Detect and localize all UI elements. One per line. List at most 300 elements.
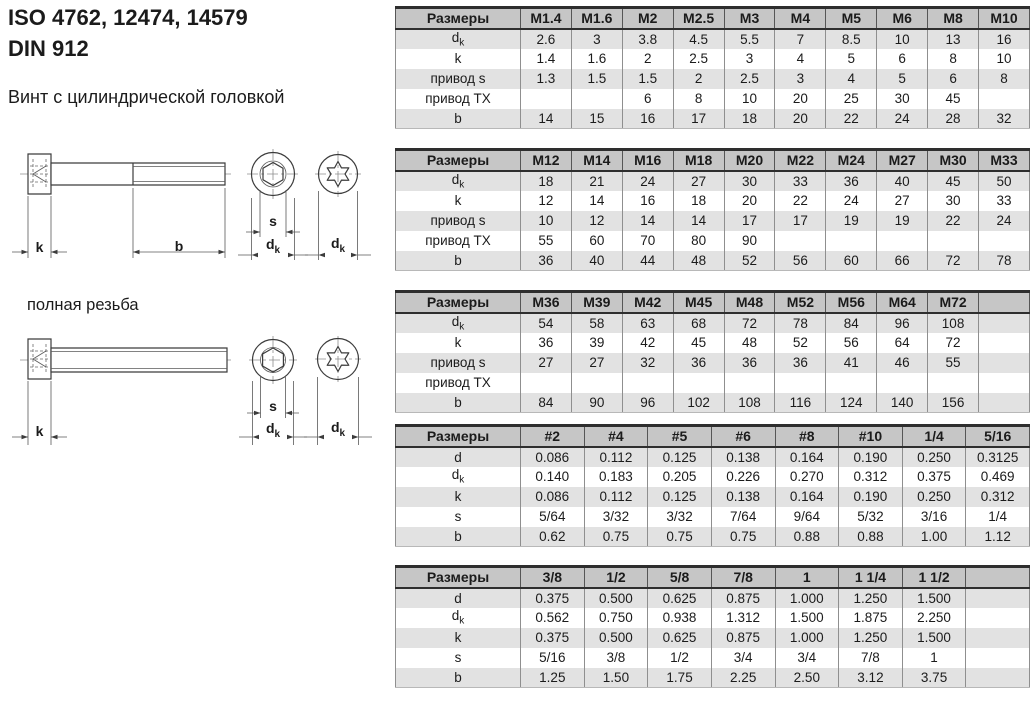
dimension-value-cell: 41: [826, 353, 877, 373]
dimension-row: [396, 393, 1030, 413]
dimension-value-cell: 72: [928, 333, 979, 353]
dimension-value-cell: 96: [622, 393, 673, 413]
dimension-value-cell: 12: [521, 191, 572, 211]
row-label: $d_k$: [396, 29, 521, 49]
size-column-header: M1.6: [571, 8, 622, 29]
dim-label-dk-1b: $d_k$: [330, 235, 346, 255]
dimension-value-cell: 24: [877, 109, 928, 129]
dimension-value-cell: 0.226: [711, 467, 775, 487]
dimension-value-cell: 5: [826, 49, 877, 69]
dimension-value-cell: 36: [521, 333, 572, 353]
dimension-value-cell: 58: [571, 313, 622, 333]
table-header-row: [396, 150, 1030, 171]
size-column-header: M45: [673, 292, 724, 313]
dimension-value-cell: 44: [622, 251, 673, 271]
dimension-value-cell: 0.138: [711, 447, 775, 467]
size-column-header: 5/8: [648, 567, 712, 588]
size-column-header: M1.4: [521, 8, 572, 29]
row-label: привод s: [396, 69, 521, 89]
dimension-value-cell: 33: [775, 171, 826, 191]
dimension-table-3: [395, 290, 1030, 413]
size-column-header: M8: [928, 8, 979, 29]
dimension-value-cell: 40: [877, 171, 928, 191]
dimension-value-cell: 27: [521, 353, 572, 373]
dimension-value-cell: 52: [775, 333, 826, 353]
dimension-table-4: [395, 424, 1030, 547]
dimension-value-cell: 0.190: [839, 447, 903, 467]
dim-label-s-1: s: [269, 213, 277, 229]
dimension-row: [396, 527, 1030, 547]
dimension-value-cell: 7: [775, 29, 826, 49]
size-column-header: M4: [775, 8, 826, 29]
dimension-value-cell: 1/2: [648, 648, 712, 668]
row-label: d: [396, 447, 521, 467]
dimension-value-cell: 2.25: [711, 668, 775, 688]
dimension-row: [396, 49, 1030, 69]
dimension-value-cell: [979, 393, 1030, 413]
dimension-value-cell: 3.75: [902, 668, 966, 688]
row-label: $d_k$: [396, 313, 521, 333]
dimension-value-cell: 46: [877, 353, 928, 373]
row-label: привод s: [396, 353, 521, 373]
dimension-value-cell: 3.8: [622, 29, 673, 49]
dimension-value-cell: [724, 373, 775, 393]
row-label: k: [396, 628, 521, 648]
dimension-value-cell: 19: [877, 211, 928, 231]
dimension-value-cell: 3/32: [648, 507, 712, 527]
dimension-row: [396, 191, 1030, 211]
dimension-value-cell: 45: [928, 89, 979, 109]
dimension-row: [396, 313, 1030, 333]
dimension-value-cell: 22: [775, 191, 826, 211]
dimension-value-cell: 10: [521, 211, 572, 231]
size-column-header: M48: [724, 292, 775, 313]
row-label: b: [396, 668, 521, 688]
screw-full-thread-side-view: [12, 339, 234, 445]
dimension-value-cell: [966, 588, 1030, 608]
dimension-value-cell: 1/4: [966, 507, 1030, 527]
size-column-header: #2: [521, 426, 585, 447]
size-column-header: M42: [622, 292, 673, 313]
row-label: k: [396, 333, 521, 353]
dimension-value-cell: 56: [826, 333, 877, 353]
dimension-value-cell: [877, 231, 928, 251]
dimension-value-cell: 17: [673, 109, 724, 129]
dimension-value-cell: 1.500: [775, 608, 839, 628]
dimension-value-cell: 0.125: [648, 447, 712, 467]
size-column-header: 7/8: [711, 567, 775, 588]
row-label: $d_k$: [396, 171, 521, 191]
dimension-value-cell: 8: [673, 89, 724, 109]
dimension-value-cell: 0.086: [521, 487, 585, 507]
dimension-value-cell: 18: [673, 191, 724, 211]
dimension-value-cell: 0.375: [902, 467, 966, 487]
dimension-value-cell: 2.250: [902, 608, 966, 628]
dimension-value-cell: 1.6: [571, 49, 622, 69]
dimension-value-cell: 1.500: [902, 588, 966, 608]
dim-label-dk-2b: $d_k$: [330, 419, 346, 439]
dimension-value-cell: 32: [979, 109, 1030, 129]
dimension-value-cell: [826, 231, 877, 251]
dimension-value-cell: 27: [877, 191, 928, 211]
dimension-value-cell: 20: [724, 191, 775, 211]
dimension-value-cell: 1.250: [839, 588, 903, 608]
dimension-row: [396, 29, 1030, 49]
dimension-value-cell: 33: [979, 191, 1030, 211]
dimension-value-cell: 36: [521, 251, 572, 271]
dimension-value-cell: 116: [775, 393, 826, 413]
dimension-value-cell: 0.625: [648, 588, 712, 608]
dimension-value-cell: [979, 89, 1030, 109]
dimension-value-cell: 0.164: [775, 447, 839, 467]
dimension-value-cell: 56: [775, 251, 826, 271]
dimension-value-cell: [673, 373, 724, 393]
dimension-value-cell: 36: [673, 353, 724, 373]
dimension-value-cell: 22: [826, 109, 877, 129]
dimension-value-cell: 1.5: [622, 69, 673, 89]
size-column-header: #6: [711, 426, 775, 447]
row-label: $d_k$: [396, 608, 521, 628]
row-label: привод TX: [396, 89, 521, 109]
dimension-value-cell: 1.4: [521, 49, 572, 69]
dimension-value-cell: 55: [521, 231, 572, 251]
dimension-value-cell: [979, 231, 1030, 251]
dimension-value-cell: 0.75: [711, 527, 775, 547]
table-corner-header: Размеры: [396, 292, 521, 313]
row-label: b: [396, 393, 521, 413]
dimension-value-cell: 22: [928, 211, 979, 231]
dimension-value-cell: 0.469: [966, 467, 1030, 487]
dimension-value-cell: [979, 353, 1030, 373]
dimension-value-cell: 36: [826, 171, 877, 191]
dimension-value-cell: 96: [877, 313, 928, 333]
dimension-row: [396, 89, 1030, 109]
dimension-value-cell: [775, 373, 826, 393]
dimension-value-cell: 108: [928, 313, 979, 333]
dimension-value-cell: 14: [521, 109, 572, 129]
dimension-value-cell: 0.125: [648, 487, 712, 507]
dimension-value-cell: 10: [724, 89, 775, 109]
dimension-value-cell: 72: [928, 251, 979, 271]
dimension-value-cell: 1.500: [902, 628, 966, 648]
row-label: привод TX: [396, 231, 521, 251]
dimension-value-cell: 0.500: [584, 628, 648, 648]
dimension-value-cell: 6: [622, 89, 673, 109]
dimension-value-cell: 3.12: [839, 668, 903, 688]
dimension-value-cell: 90: [571, 393, 622, 413]
row-label: s: [396, 507, 521, 527]
dimension-value-cell: 32: [622, 353, 673, 373]
dimension-value-cell: 0.270: [775, 467, 839, 487]
dimension-value-cell: [571, 373, 622, 393]
dimension-value-cell: 2.6: [521, 29, 572, 49]
dimension-value-cell: 8: [979, 69, 1030, 89]
dimension-value-cell: [521, 89, 572, 109]
size-column-header: M33: [979, 150, 1030, 171]
dimension-value-cell: [966, 648, 1030, 668]
dimension-value-cell: 5/16: [521, 648, 585, 668]
dimension-value-cell: 36: [775, 353, 826, 373]
dimension-row: [396, 668, 1030, 688]
dimension-row: [396, 231, 1030, 251]
screw-type-subtitle: Винт с цилиндрической головкой: [8, 87, 285, 107]
dimension-row: [396, 588, 1030, 608]
dimension-value-cell: 5.5: [724, 29, 775, 49]
dimension-row: [396, 211, 1030, 231]
dimension-value-cell: 3/4: [711, 648, 775, 668]
dimension-value-cell: 48: [673, 251, 724, 271]
dimension-value-cell: 6: [877, 49, 928, 69]
table-corner-header: Размеры: [396, 426, 521, 447]
dimension-value-cell: 0.375: [521, 628, 585, 648]
table-corner-header: Размеры: [396, 567, 521, 588]
dimension-value-cell: 5/32: [839, 507, 903, 527]
size-column-header: M5: [826, 8, 877, 29]
dimension-value-cell: 90: [724, 231, 775, 251]
dimension-value-cell: 3/32: [584, 507, 648, 527]
dimension-value-cell: 42: [622, 333, 673, 353]
size-column-header: M24: [826, 150, 877, 171]
dimension-value-cell: 108: [724, 393, 775, 413]
dimension-value-cell: 124: [826, 393, 877, 413]
size-column-header: 1 1/4: [839, 567, 903, 588]
dimension-value-cell: 1.875: [839, 608, 903, 628]
size-column-header: 1/4: [902, 426, 966, 447]
dimension-value-cell: 8.5: [826, 29, 877, 49]
dimension-value-cell: [877, 373, 928, 393]
dimension-value-cell: 0.62: [521, 527, 585, 547]
dimension-value-cell: [979, 313, 1030, 333]
dimension-value-cell: 2: [622, 49, 673, 69]
dimension-value-cell: 10: [877, 29, 928, 49]
size-column-header: M64: [877, 292, 928, 313]
dimension-value-cell: 0.183: [584, 467, 648, 487]
size-column-header: M12: [521, 150, 572, 171]
dimension-value-cell: [775, 231, 826, 251]
dimension-value-cell: 1: [902, 648, 966, 668]
dimension-value-cell: 2.50: [775, 668, 839, 688]
dimension-value-cell: 15: [571, 109, 622, 129]
dimension-value-cell: 48: [724, 333, 775, 353]
dimension-row: [396, 648, 1030, 668]
size-column-header: M10: [979, 8, 1030, 29]
size-column-header: M2: [622, 8, 673, 29]
dimension-value-cell: 0.375: [521, 588, 585, 608]
dimension-value-cell: [571, 89, 622, 109]
dimension-value-cell: 30: [928, 191, 979, 211]
size-column-header: [966, 567, 1030, 588]
dim-label-s-2: s: [269, 398, 277, 414]
row-label: $d_k$: [396, 467, 521, 487]
dimension-value-cell: 2.5: [673, 49, 724, 69]
dimension-value-cell: 70: [622, 231, 673, 251]
dimension-value-cell: 12: [571, 211, 622, 231]
dimension-value-cell: 21: [571, 171, 622, 191]
dimension-value-cell: [966, 668, 1030, 688]
tables-column: [395, 6, 1030, 707]
size-column-header: #4: [584, 426, 648, 447]
table-header-row: [396, 567, 1030, 588]
dimension-value-cell: 14: [571, 191, 622, 211]
dimension-value-cell: 9/64: [775, 507, 839, 527]
size-column-header: M6: [877, 8, 928, 29]
dimension-value-cell: 0.112: [584, 487, 648, 507]
dimension-value-cell: 1.25: [521, 668, 585, 688]
dimension-value-cell: 0.190: [839, 487, 903, 507]
dimension-value-cell: 1.250: [839, 628, 903, 648]
dimension-value-cell: 3: [571, 29, 622, 49]
dimension-row: [396, 447, 1030, 467]
dimension-value-cell: 27: [673, 171, 724, 191]
dimension-value-cell: 3/4: [775, 648, 839, 668]
dimension-value-cell: 1.12: [966, 527, 1030, 547]
dimension-value-cell: 54: [521, 313, 572, 333]
dimension-value-cell: 0.938: [648, 608, 712, 628]
full-thread-label: полная резьба: [27, 296, 139, 314]
dimension-value-cell: 3: [724, 49, 775, 69]
table-corner-header: Размеры: [396, 150, 521, 171]
dimension-value-cell: 102: [673, 393, 724, 413]
size-column-header: M27: [877, 150, 928, 171]
dimension-value-cell: 16: [979, 29, 1030, 49]
dimension-value-cell: 4: [826, 69, 877, 89]
dimension-value-cell: 84: [521, 393, 572, 413]
dimension-row: [396, 353, 1030, 373]
size-column-header: #10: [839, 426, 903, 447]
size-column-header: M18: [673, 150, 724, 171]
dimension-table-1: [395, 6, 1030, 129]
row-label: b: [396, 109, 521, 129]
dimension-value-cell: 0.164: [775, 487, 839, 507]
size-column-header: 3/8: [521, 567, 585, 588]
dimension-value-cell: 80: [673, 231, 724, 251]
title-din: DIN 912: [8, 36, 89, 61]
screw-partial-thread-side-view: [12, 154, 232, 258]
dimension-value-cell: 0.75: [584, 527, 648, 547]
dimension-value-cell: 0.140: [521, 467, 585, 487]
dimension-value-cell: 60: [571, 231, 622, 251]
dimension-value-cell: 84: [826, 313, 877, 333]
dimension-value-cell: 5/64: [521, 507, 585, 527]
row-label: s: [396, 648, 521, 668]
dimension-row: [396, 507, 1030, 527]
dimension-value-cell: [928, 373, 979, 393]
row-label: k: [396, 191, 521, 211]
dimension-value-cell: 3/8: [584, 648, 648, 668]
row-label: k: [396, 49, 521, 69]
dimension-value-cell: 0.500: [584, 588, 648, 608]
title-standards: ISO 4762, 12474, 14579: [8, 5, 248, 30]
dimension-value-cell: 0.250: [902, 447, 966, 467]
dimension-value-cell: 30: [877, 89, 928, 109]
size-column-header: 1/2: [584, 567, 648, 588]
dimension-value-cell: 5: [877, 69, 928, 89]
dimension-value-cell: 0.875: [711, 588, 775, 608]
dim-label-dk-1a: $d_k$: [265, 236, 281, 256]
dimension-value-cell: 19: [826, 211, 877, 231]
size-column-header: M56: [826, 292, 877, 313]
row-label: привод TX: [396, 373, 521, 393]
dimension-value-cell: 0.312: [966, 487, 1030, 507]
dimension-value-cell: 64: [877, 333, 928, 353]
dimension-value-cell: 1.75: [648, 668, 712, 688]
dimension-value-cell: [521, 373, 572, 393]
dimension-value-cell: 13: [928, 29, 979, 49]
dimension-value-cell: 14: [622, 211, 673, 231]
dimension-value-cell: 1.50: [584, 668, 648, 688]
dimension-value-cell: 55: [928, 353, 979, 373]
dimension-row: [396, 251, 1030, 271]
dimension-value-cell: 27: [571, 353, 622, 373]
size-column-header: M3: [724, 8, 775, 29]
dim-label-dk-2a: $d_k$: [265, 420, 281, 440]
dimension-row: [396, 628, 1030, 648]
dimension-value-cell: 0.3125: [966, 447, 1030, 467]
dimension-value-cell: 10: [979, 49, 1030, 69]
dimension-value-cell: 0.250: [902, 487, 966, 507]
dimension-value-cell: 0.875: [711, 628, 775, 648]
dimension-row: [396, 69, 1030, 89]
dim-label-b: b: [174, 238, 184, 254]
dimension-value-cell: 45: [673, 333, 724, 353]
dimension-value-cell: 28: [928, 109, 979, 129]
dimension-value-cell: 63: [622, 313, 673, 333]
dimension-value-cell: 20: [775, 109, 826, 129]
dimension-value-cell: [979, 373, 1030, 393]
dim-label-k-2: k: [35, 423, 44, 439]
dimension-value-cell: 24: [979, 211, 1030, 231]
table-corner-header: Размеры: [396, 8, 521, 29]
table-header-row: [396, 8, 1030, 29]
dimension-table-2: [395, 148, 1030, 271]
dimension-value-cell: 78: [979, 251, 1030, 271]
row-label: k: [396, 487, 521, 507]
dimension-value-cell: 24: [622, 171, 673, 191]
size-column-header: 1: [775, 567, 839, 588]
dimension-value-cell: 0.88: [775, 527, 839, 547]
dimension-value-cell: 0.625: [648, 628, 712, 648]
size-column-header: M16: [622, 150, 673, 171]
size-column-header: M72: [928, 292, 979, 313]
size-column-header: #5: [648, 426, 712, 447]
dimension-value-cell: [928, 231, 979, 251]
dimension-value-cell: 14: [673, 211, 724, 231]
size-column-header: M39: [571, 292, 622, 313]
dimension-value-cell: 17: [724, 211, 775, 231]
dimension-value-cell: 1.000: [775, 588, 839, 608]
dimension-value-cell: 39: [571, 333, 622, 353]
size-column-header: M22: [775, 150, 826, 171]
size-column-header: #8: [775, 426, 839, 447]
dimension-value-cell: [826, 373, 877, 393]
dimension-value-cell: [622, 373, 673, 393]
size-column-header: M36: [521, 292, 572, 313]
dimension-value-cell: 30: [724, 171, 775, 191]
dimension-value-cell: 2.5: [724, 69, 775, 89]
dimension-value-cell: 1.5: [571, 69, 622, 89]
dimension-value-cell: 40: [571, 251, 622, 271]
row-label: b: [396, 251, 521, 271]
dimension-value-cell: 0.562: [521, 608, 585, 628]
size-column-header: [979, 292, 1030, 313]
dimension-value-cell: 68: [673, 313, 724, 333]
dimension-value-cell: [979, 333, 1030, 353]
dimension-row: [396, 373, 1030, 393]
page-title: [8, 2, 248, 64]
size-column-header: M52: [775, 292, 826, 313]
dimension-value-cell: 7/8: [839, 648, 903, 668]
row-label: привод s: [396, 211, 521, 231]
